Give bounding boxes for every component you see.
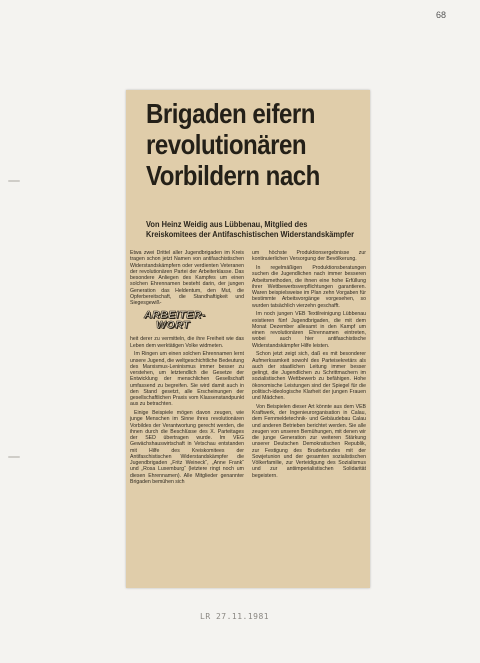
article-paragraph: Einige Beispiele mögen davon zeugen, wie junge Menschen im Sinne ihres revolutionären Vorbildes der Verantwortung gerecht werden, die ihnen durch die Beschlüsse des X. Parteitages der SED übertragen wurde. Im VEG Gewächshauswirtschaft in Vetschau entstanden mit Hilfe des Kreiskomitees der Antifaschistischen Widerstandskämpfer die Jugendbrigaden „Fritz Weineck“, „Anne Frank“ und „Rosa Luxemburg“ (letztere ringt noch um diesen Ehrennamen). Alle Mitglieder genannter Brigaden bemühen sich	[130, 410, 244, 485]
article-paragraph: um höchste Produktionsergebnisse zur kontinuierlichen Versorgung der Bevölkerung.	[252, 250, 366, 263]
rubric-line: ARBEITER-	[144, 309, 206, 322]
article-column-left	[130, 250, 244, 488]
rubric-logo	[144, 310, 216, 330]
headline-line: revolutionären	[146, 129, 307, 160]
article-paragraph: In regelmäßigen Produktionsberatungen suchen die Jugendlichen nach immer besseren Arbeitsmethoden, die ihnen eine hohe Erfüllung ihrer Wettbewerbsverpflichtungen garantieren. Waren beispielsweise im Plan zehn Vorgaben für bestimmte Arbeitsvorgänge vorgesehen, so wurden tatsächlich vierzehn geschafft.	[252, 265, 366, 309]
newspaper-clipping	[126, 90, 370, 588]
article-column-right	[252, 250, 366, 481]
headline-line: Brigaden eifern	[146, 98, 315, 129]
rubric-line: WORT	[156, 319, 190, 332]
byline: Von Heinz Weidig aus Lübbenau, Mitglied des Kreiskomitees der Antifaschistischen Widerstandskämpfer	[146, 220, 355, 239]
date-stamp: LR 27.11.1981	[200, 612, 270, 621]
article-paragraph: Von Beispielen dieser Art könnte aus dem VEB Kraftwerk, der Ingenieurorganisation in Calau, dem Fernmeldetechnik- und Gebäudebau Calau und anderen Betrieben berichtet werden. Sie alle zeugen von unseren Bemühungen, mit denen wir die junge Generation zur weiteren Stärkung unserer Deutschen Demokratischen Republik, zur Festigung des Bruderbundes mit der Sowjetunion und der gesamten sozialistischen Völkerfamilie, zur Verteidigung des Sozialismus und zur antiimperialistischen Solidarität begeistern.	[252, 403, 366, 479]
article-paragraph: Etwa zwei Drittel aller Jugendbrigaden im Kreis tragen schon jetzt Namen von antifaschistischen Widerstandskämpfern oder verdienten Veteranen der revolutionären Partei der Arbeiterklasse. Das besondere Anliegen des Kampfes um einen solchen Ehrennamen besteht darin, der jungen Generation das Heldentum, den Mut, die Opferbereitschaft, die Standhaftigkeit und Siegesgewiß-	[130, 250, 244, 306]
article-paragraph: Im noch jungen VEB Textilreinigung Lübbenau existieren fünf Jugendbrigaden, die mit dem Monat Dezember allesamt in den Kampf um einen revolutionären Ehrennamen eintreten, wobei auch hier antifaschistische Widerstandskämpfer Hilfe leisten.	[252, 311, 366, 349]
binder-hole-mark	[8, 456, 20, 458]
binder-hole-mark	[8, 180, 20, 182]
article-paragraph: heit derer zu vermitteln, die ihre Freiheit wie das Leben dem werktätigen Volke widmeten.	[130, 336, 244, 349]
headline	[146, 98, 335, 191]
article-paragraph: Im Ringen um einen solchen Ehrennamen lernt unsere Jugend, die weltgeschichtliche Bedeutung des Marxismus-Leninismus immer besser zu verstehen, um letztendlich die Gesetze der Entwicklung der menschlichen Gesellschaft umfassend zu begreifen. Sie wird damit auch in den Stand gesetzt, alle Erscheinungen der gesellschaftlichen Praxis vom Klassenstandpunkt aus zu betrachten.	[130, 351, 244, 408]
page-number: 68	[436, 10, 447, 20]
headline-line: Vorbildern nach	[146, 160, 320, 191]
article-paragraph: Schon jetzt zeigt sich, daß es mit besonderer Aufmerksamkeit sowohl des Parteisekretärs als auch der staatlichen Leitung immer besser gelingt, die Jugendlichen zu Schrittmachern im sozialistischen Wettbewerb zu befähigen. Hohe ökonomische Leistungen sind der Spiegel für die politisch-ideologische Klarheit der jungen Frauen und Mädchen.	[252, 351, 366, 401]
